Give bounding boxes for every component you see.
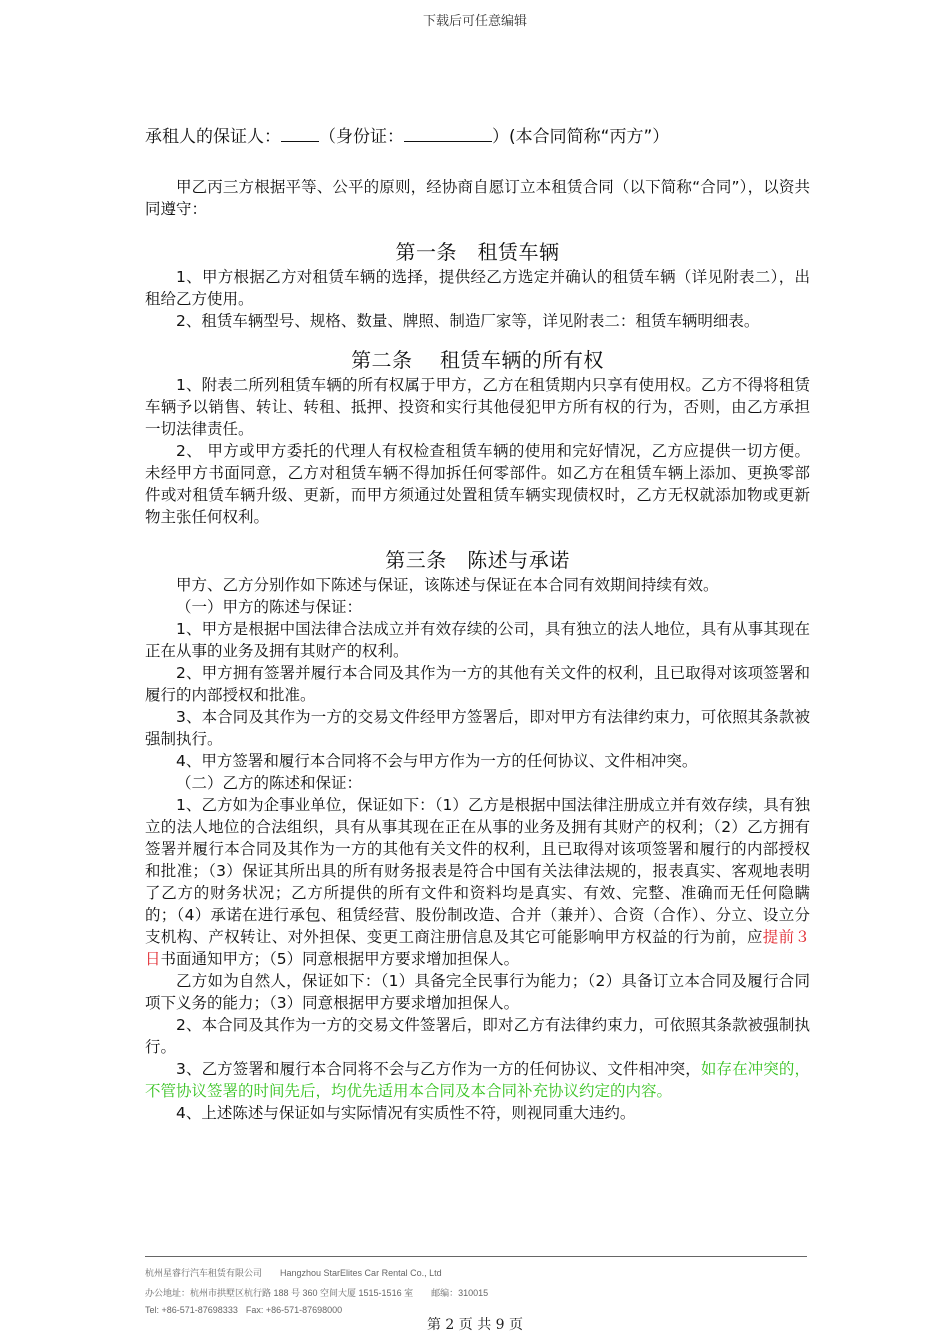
footer-address: 办公地址：杭州市拱墅区杭行路 188 号 360 空间大厦 1515-1516 室 bbox=[145, 1288, 414, 1298]
party-a-item-3: 3、本合同及其作为一方的交易文件经甲方签署后，即对甲方有法律约束力，可依照其条款被强制执行。 bbox=[145, 708, 810, 748]
party-b-item-2: 2、本合同及其作为一方的交易文件签署后，即对乙方有法律约束力，可依照其条款被强制执行。 bbox=[145, 1016, 810, 1056]
intro-paragraph: 甲乙丙三方根据平等、公平的原则，经协商自愿订立本租赁合同（以下简称“合同”），以资共同遵守： bbox=[145, 178, 810, 218]
article2-p1: 1、附表二所列租赁车辆的所有权属于甲方，乙方在租赁期内只享有使用权。乙方不得将租赁车辆予以销售、转让、转租、抵押、投资和实行其他侵犯甲方所有权的行为，否则，由乙方承担一切法律责任。 bbox=[145, 376, 810, 438]
party-b-item-3 bbox=[145, 1058, 810, 1102]
guarantor-prefix: 承租人的保证人： bbox=[145, 127, 281, 147]
header-note: 下载后可任意编辑 bbox=[422, 14, 527, 29]
footer-tel: Tel: +86-571-87698333 bbox=[145, 1305, 238, 1315]
party-b-item-4: 4、上述陈述与保证如与实际情况有实质性不符，则视同重大违约。 bbox=[176, 1104, 636, 1122]
page-number: 第 2 页 共 9 页 bbox=[426, 1317, 524, 1333]
party-a-heading: （一）甲方的陈述与保证： bbox=[176, 598, 363, 616]
guarantor-line bbox=[145, 124, 810, 150]
party-b-item-1-text: 1、乙方如为企事业单位，保证如下：（1）乙方是根据中国法律注册成立并有效存续，具有独立的法人地位的合法组织，具有从事其现在正在从事的业务及拥有其财产的权利；（2）乙方拥有签署并履行本合同及其作为一方的其他有关文件的权利，且已取得对该项签署和履行的内部授权和批准；（3）保证其所出具的所有财务报表是符合中国有关法律法规的，报表真实、客观地表明了乙方的财务状况；乙方所提供的所有文件和资料均是真实、有效、完整、准确而无任何隐瞒的；（4）承诺在进行承包、租赁经营、股份制改造、合并（兼并）、合资（合作）、分立、设立分支机构、产权转让、对外担保、变更工商注册信息及其它可能影响甲方权益的行为前，应 bbox=[145, 796, 810, 946]
party-a-item-2: 2、甲方拥有签署并履行本合同及其作为一方的其他有关文件的权利，且已取得对该项签署和履行的内部授权和批准。 bbox=[145, 664, 810, 704]
party-b-item-1 bbox=[145, 794, 810, 970]
footer-fax: Fax: +86-571-87698000 bbox=[245, 1305, 343, 1315]
footer-company-cn: 杭州星睿行汽车租赁有限公司 bbox=[145, 1268, 263, 1278]
footer-address-line bbox=[145, 1286, 488, 1299]
article1-p1: 1、甲方根据乙方对租赁车辆的选择，提供经乙方选定并确认的租赁车辆（详见附表二），出租给乙方使用。 bbox=[145, 268, 810, 308]
party-b-heading: （二）乙方的陈述和保证： bbox=[176, 774, 363, 792]
article3-intro: 甲方、乙方分别作如下陈述与保证，该陈述与保证在本合同有效期间持续有效。 bbox=[176, 576, 719, 594]
article1-p2: 2、租赁车辆型号、规格、数量、牌照、制造厂家等，详见附表二：租赁车辆明细表。 bbox=[176, 312, 760, 330]
party-a-item-4: 4、甲方签署和履行本合同将不会与甲方作为一方的任何协议、文件相冲突。 bbox=[176, 752, 698, 770]
article1-title: 第一条 租赁车辆 bbox=[395, 240, 560, 264]
notice-days-highlight: 提前３日 bbox=[145, 928, 810, 968]
guarantor-suffix: ）(本合同简称“丙方”） bbox=[492, 127, 670, 147]
party-b-item-1-tail: 书面通知甲方；（5）同意根据甲方要求增加担保人。 bbox=[160, 950, 520, 968]
contract-body bbox=[145, 124, 810, 1124]
footer-company-en: Hangzhou StarElites Car Rental Co., Ltd bbox=[280, 1268, 442, 1278]
article2-p2: 2、 甲方或甲方委托的代理人有权检查租赁车辆的使用和完好情况，乙方应提供一切方便。未经甲方书面同意，乙方对租赁车辆不得加拆任何零部件。如乙方在租赁车辆上添加、更换零部件或对租赁车辆升级、更新，而甲方须通过处置租赁车辆实现债权时，乙方无权就添加物或更新物主张任何权利。 bbox=[145, 442, 810, 526]
guarantor-id-label: （身份证： bbox=[319, 127, 404, 147]
party-b-natural-person: 乙方如为自然人，保证如下：（1）具备完全民事行为能力；（2）具备订立本合同及履行合同项下义务的能力；（3）同意根据甲方要求增加担保人。 bbox=[145, 972, 810, 1012]
footer-postcode: 邮编：310015 bbox=[431, 1288, 489, 1298]
footer-company bbox=[145, 1266, 442, 1279]
priority-clause-highlight: 如存在冲突的，不管协议签署的时间先后，均优先适用本合同及本合同补充协议约定的内容。 bbox=[145, 1060, 810, 1100]
guarantor-id-blank bbox=[404, 124, 492, 142]
article2-title: 第二条 租赁车辆的所有权 bbox=[351, 348, 604, 372]
party-a-item-1: 1、甲方是根据中国法律合法成立并有效存续的公司，具有独立的法人地位，具有从事其现在正在从事的业务及拥有其财产的权利。 bbox=[145, 620, 810, 660]
footer-divider bbox=[145, 1256, 807, 1257]
party-b-item-3-text: 3、乙方签署和履行本合同将不会与乙方作为一方的任何协议、文件相冲突， bbox=[176, 1060, 701, 1078]
guarantor-name-blank bbox=[281, 124, 319, 142]
article3-title: 第三条 陈述与承诺 bbox=[385, 548, 570, 572]
